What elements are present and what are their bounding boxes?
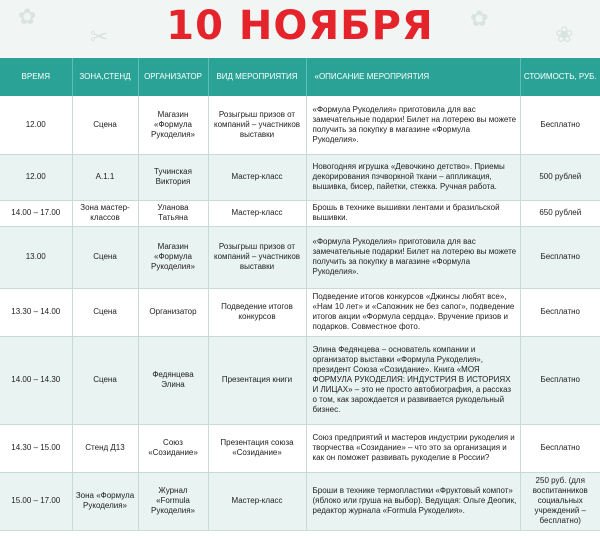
page-title: 10 НОЯБРЯ	[166, 3, 434, 49]
table-row	[0, 472, 600, 530]
cell-zone: Сцена	[72, 288, 138, 336]
cell-description: Новогодняя игрушка «Девочкино детство». Приемы декорирования пэчворкной ткани – аппликация, вышивка, бисер, пайетки, стежка. Ручная работа.	[306, 154, 520, 200]
cell-organizer: Тучинская Виктория	[138, 154, 208, 200]
cell-time: 15.00 – 17.00	[0, 472, 72, 530]
cell-price: Бесплатно	[520, 96, 600, 154]
cell-time: 14.00 – 17.00	[0, 200, 72, 226]
cell-zone: Сцена	[72, 336, 138, 424]
cell-zone: Стенд Д13	[72, 424, 138, 472]
schedule-table	[0, 58, 600, 531]
cell-description: Союз предприятий и мастеров индустрии рукоделия и творчества «Созидание» – что это за организация и как он поможет развивать рукоделие в России?	[306, 424, 520, 472]
cell-organizer: Союз «Созидание»	[138, 424, 208, 472]
cell-price: Бесплатно	[520, 226, 600, 288]
cell-organizer: Организатор	[138, 288, 208, 336]
cell-time: 14.00 – 14.30	[0, 336, 72, 424]
decor-icon: ✂	[90, 24, 109, 49]
cell-time: 12.00	[0, 154, 72, 200]
cell-description: Брошь в технике вышивки лентами и бразильской вышивки.	[306, 200, 520, 226]
cell-description: «Формула Рукоделия» приготовила для вас замечательные подарки! Билет на лотерею вы можете получить за покупку в магазине «Формула Рукоделия».	[306, 96, 520, 154]
cell-price: Бесплатно	[520, 424, 600, 472]
decor-icon: ✿	[470, 6, 489, 31]
table-row	[0, 336, 600, 424]
header-price: СТОИМОСТЬ, РУБ.	[520, 58, 600, 96]
cell-type: Розыгрыш призов от компаний – участников выставки	[208, 96, 306, 154]
table-row	[0, 96, 600, 154]
cell-description: Элина Федянцева – основатель компании и организатор выставки «Формула Рукоделия», президент Союза «Созидание». Книга «МОЯ ФОРМУЛА РУКОДЕЛИЯ: ИНДУСТРИЯ В ИСТОРИЯХ И ЛИЦАХ» – это не просто автобиография, а рассказ о том, как зарождается и развивается рукодельный бизнес.	[306, 336, 520, 424]
cell-zone: Сцена	[72, 96, 138, 154]
cell-organizer: Магазин «Формула Рукоделия»	[138, 96, 208, 154]
cell-price: Бесплатно	[520, 336, 600, 424]
header-time: ВРЕМЯ	[0, 58, 72, 96]
cell-type: Мастер-класс	[208, 472, 306, 530]
table-row	[0, 226, 600, 288]
cell-type: Подведение итогов конкурсов	[208, 288, 306, 336]
cell-price: 650 рублей	[520, 200, 600, 226]
cell-organizer: Журнал «Formula Рукоделия»	[138, 472, 208, 530]
cell-description: Броши в технике термопластики «Фруктовый компот» (яблоко или груша на выбор). Ведущая: Ольге Деопик, редактор журнала «Formula Рукоделия».	[306, 472, 520, 530]
table-row	[0, 154, 600, 200]
cell-price: 500 рублей	[520, 154, 600, 200]
cell-time: 12.00	[0, 96, 72, 154]
cell-time: 14.30 – 15.00	[0, 424, 72, 472]
cell-time: 13.00	[0, 226, 72, 288]
header-description: «ОПИСАНИЕ МЕРОПРИЯТИЯ	[306, 58, 520, 96]
cell-price: 250 руб. (для воспитанников социальных учреждений – бесплатно)	[520, 472, 600, 530]
decor-icon: ❀	[555, 22, 574, 47]
cell-description: Подведение итогов конкурсов «Джинсы любят все», «Нам 10 лет» и «Сапожник не без сапог», подведение итогов акции «Формула сердца». Вручение призов и подарков. Совместное фото.	[306, 288, 520, 336]
cell-organizer: Федянцева Элина	[138, 336, 208, 424]
cell-zone: Зона «Формула Рукоделия»	[72, 472, 138, 530]
cell-organizer: Уланова Татьяна	[138, 200, 208, 226]
cell-zone: А.1.1	[72, 154, 138, 200]
cell-type: Презентация книги	[208, 336, 306, 424]
header-type: ВИД МЕРОПРИЯТИЯ	[208, 58, 306, 96]
cell-type: Презентация союза «Созидание»	[208, 424, 306, 472]
cell-type: Розыгрыш призов от компаний – участников выставки	[208, 226, 306, 288]
cell-description: «Формула Рукоделия» приготовила для вас замечательные подарки! Билет на лотерею вы можете получить за покупку в магазине «Формула Рукоделия».	[306, 226, 520, 288]
cell-time: 13.30 – 14.00	[0, 288, 72, 336]
header-organizer: ОРГАНИЗАТОР	[138, 58, 208, 96]
cell-organizer: Магазин «Формула Рукоделия»	[138, 226, 208, 288]
table-row	[0, 424, 600, 472]
cell-type: Мастер-класс	[208, 200, 306, 226]
table-row	[0, 288, 600, 336]
header-row	[0, 58, 600, 96]
header-zone: ЗОНА,СТЕНД	[72, 58, 138, 96]
cell-zone: Зона мастер-классов	[72, 200, 138, 226]
cell-price: Бесплатно	[520, 288, 600, 336]
cell-type: Мастер-класс	[208, 154, 306, 200]
table-row	[0, 200, 600, 226]
cell-zone: Сцена	[72, 226, 138, 288]
title-banner	[0, 0, 600, 58]
decor-icon: ✿	[18, 4, 37, 29]
